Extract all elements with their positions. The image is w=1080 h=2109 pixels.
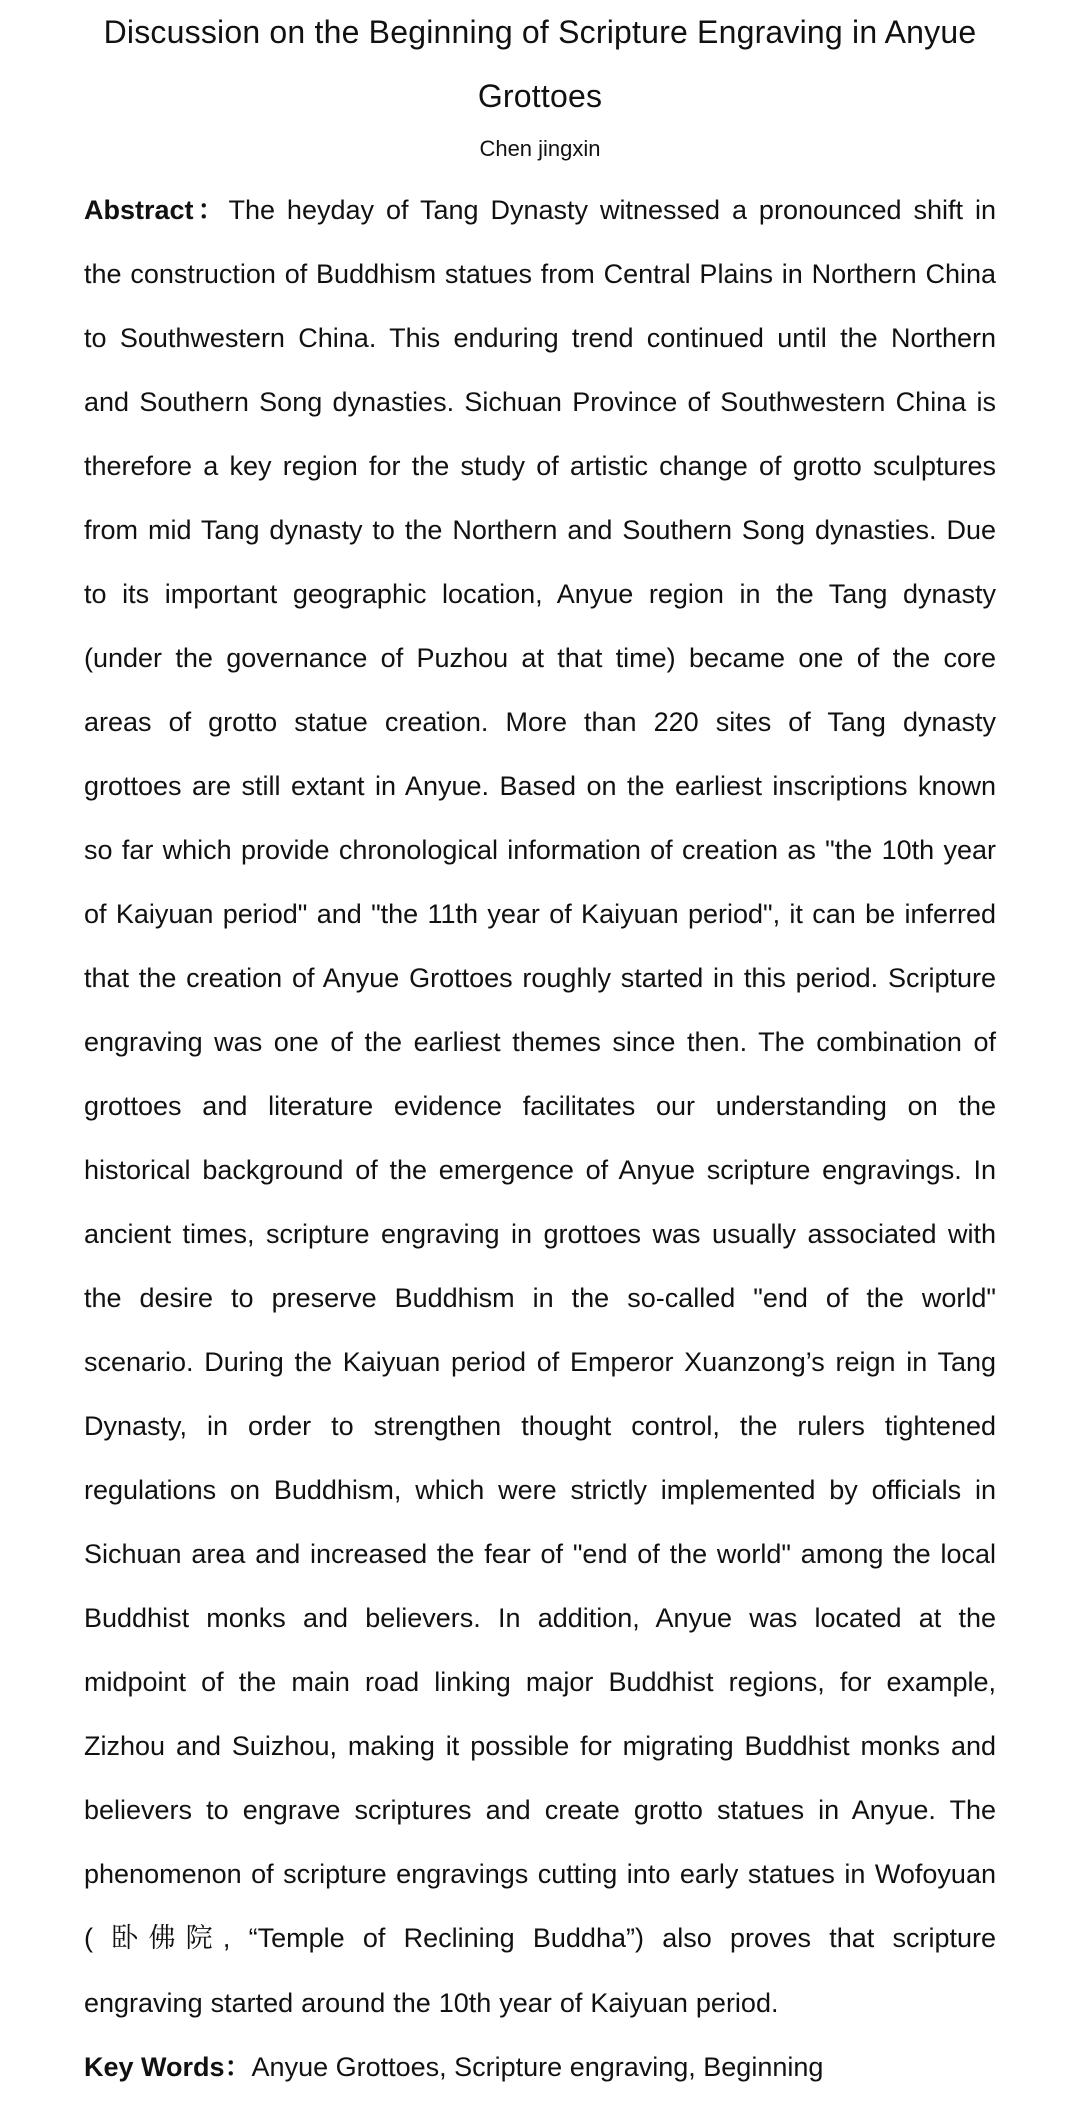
keywords-text: Anyue Grottoes, Scripture engraving, Beginning xyxy=(251,2052,824,2082)
keywords-line xyxy=(84,2035,996,2099)
abstract-cjk-term: 卧佛院 xyxy=(111,1923,223,1954)
author-name: Chen jingxin xyxy=(479,136,601,161)
abstract-text: The heyday of Tang Dynasty witnessed a pronounced shift in the construction of Buddhism statues from Central Plains in Northern China to Southwestern China. This enduring trend continued until the Northern and Southern Song dynasties. Sichuan Province of Southwestern China is therefore a key region for the study of artistic change of grotto sculptures from mid Tang dynasty to the Northern and Southern Song dynasties. Due to its important geographic location, Anyue region in the Tang dynasty (under the governance of Puzhou at that time) became one of the core areas of grotto statue creation. More than 220 sites of Tang dynasty grottoes are still extant in Anyue. Based on the earliest inscriptions known so far which provide chronological information of creation as "the 10th year of Kaiyuan period" and "the 11th year of Kaiyuan period", it can be inferred that the creation of Anyue Grottoes roughly started in this period. Scripture engraving was one of the earliest themes since then. The combination of grottoes and literature evidence facilitates our understanding on the historical background of the emergence of Anyue scripture engravings. In ancient times, scripture engraving in grottoes was usually associated with the desire to preserve Buddhism in the so-called "end of the world" scenario. During the Kaiyuan period of Emperor Xuanzong’s reign in Tang Dynasty, in order to strengthen thought control, the rulers tightened regulations on Buddhism, which were strictly implemented by officials in Sichuan area and increased the fear of "end of the world" among the local Buddhist monks and believers. In addition, Anyue was located at the midpoint of the main road linking major Buddhist regions, for example, Zizhou and Suizhou, making it possible for migrating Buddhist monks and believers to engrave scriptures and create grotto statues in Anyue. The phenomenon of scripture engravings cutting into early statues in Wofoyuan ( xyxy=(84,195,997,1953)
keywords-label: Key Words： xyxy=(84,2052,252,2082)
abstract-label: Abstract： xyxy=(84,195,229,225)
abstract-text-end: , “Temple of Reclining Buddha”) also proves that scripture engraving started around the 10th year of Kaiyuan period. xyxy=(84,1923,996,2018)
paper-title: Discussion on the Beginning of Scripture Engraving in Anyue Grottoes xyxy=(103,14,977,114)
abstract-paragraph xyxy=(84,178,996,2035)
